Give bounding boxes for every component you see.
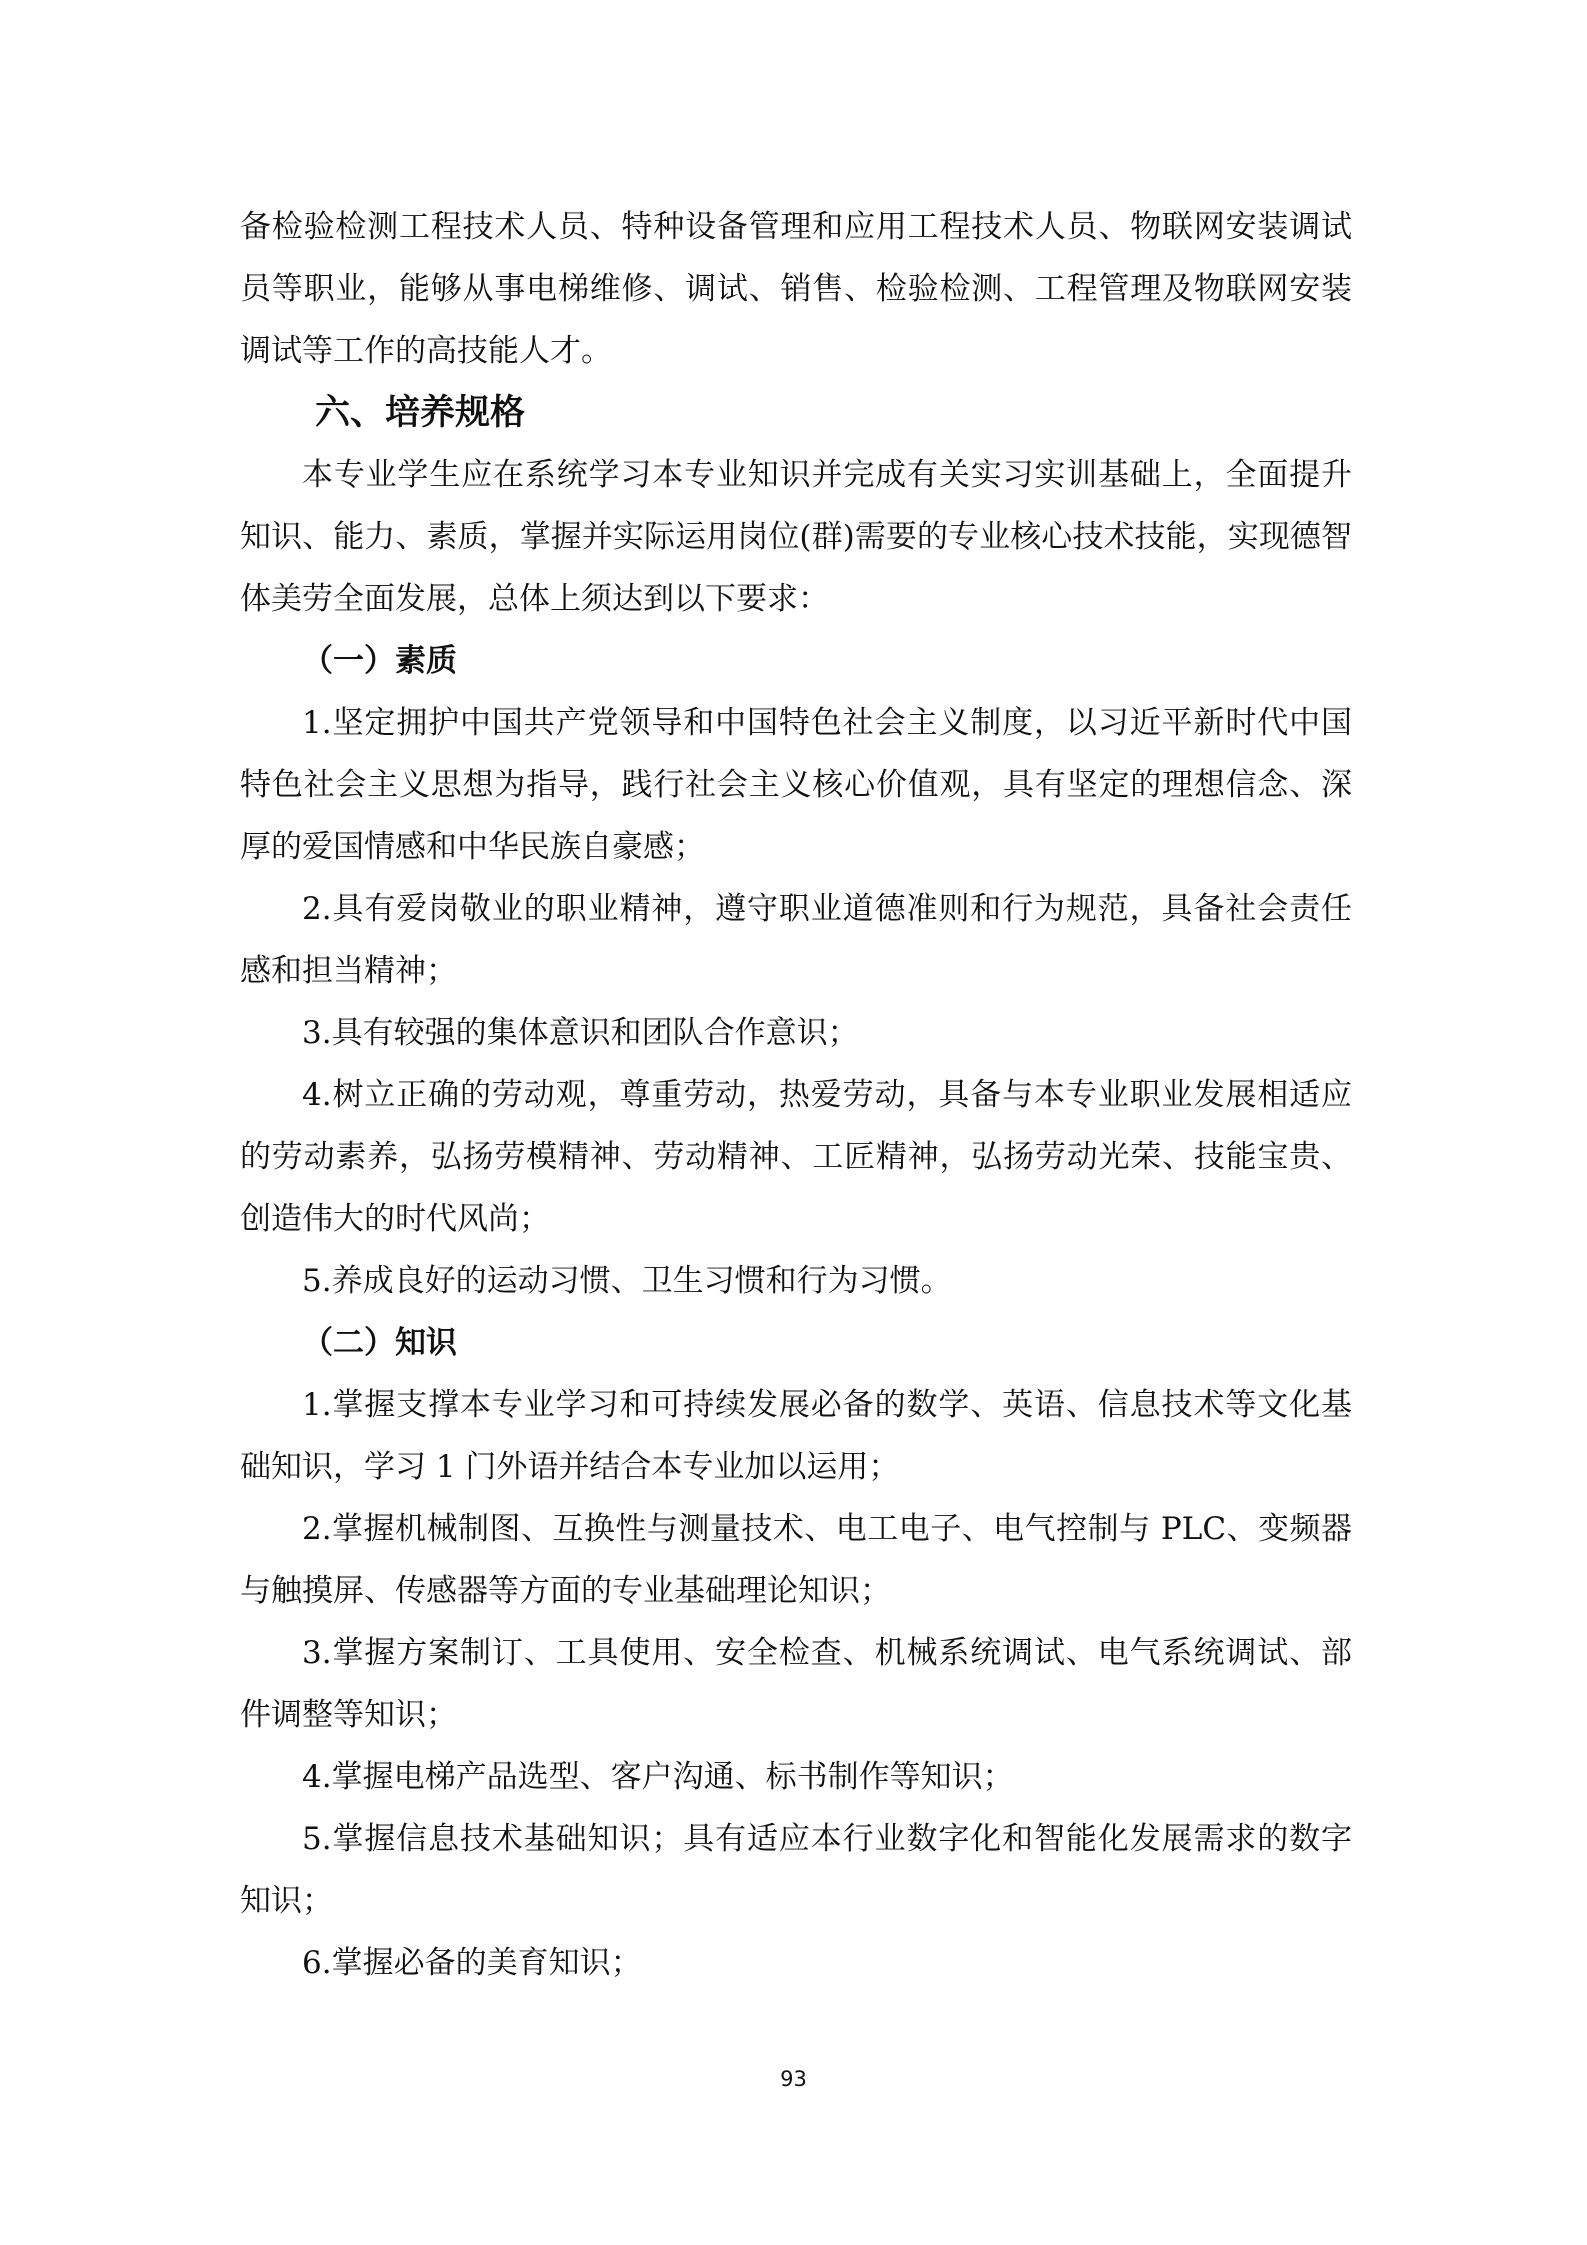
- knowledge-item: 1.掌握支撑本专业学习和可持续发展必备的数学、英语、信息技术等文化基础知识，学习 1 门外语并结合本专业加以运用；: [240, 1387, 1352, 1485]
- knowledge-heading: （二）知识: [302, 1325, 457, 1361]
- knowledge-item: 6.掌握必备的美育知识；: [302, 1945, 642, 1981]
- page-number: 93: [780, 2067, 807, 2091]
- quality-item: 4.树立正确的劳动观，尊重劳动，热爱劳动，具备与本专业职业发展相适应的劳动素养，弘扬劳模精神、劳动精神、工匠精神，弘扬劳动光荣、技能宝贵、创造伟大的时代风尚；: [240, 1077, 1352, 1237]
- quality-item: 5.养成良好的运动习惯、卫生习惯和行为习惯。: [302, 1263, 952, 1299]
- knowledge-item: 3.掌握方案制订、工具使用、安全检查、机械系统调试、电气系统调试、部件调整等知识；: [240, 1635, 1352, 1733]
- quality-item: 2.具有爱岗敬业的职业精神，遵守职业道德准则和行为规范，具备社会责任感和担当精神；: [240, 891, 1352, 989]
- document-page: [240, 196, 1352, 1994]
- knowledge-item: 4.掌握电梯产品选型、客户沟通、标书制作等知识；: [302, 1759, 1014, 1795]
- knowledge-item: 5.掌握信息技术基础知识；具有适应本行业数字化和智能化发展需求的数字知识；: [240, 1821, 1352, 1919]
- knowledge-item: 2.掌握机械制图、互换性与测量技术、电工电子、电气控制与 PLC、变频器与触摸屏、传感器等方面的专业基础理论知识；: [240, 1511, 1352, 1609]
- intro-paragraph: 备检验检测工程技术人员、特种设备管理和应用工程技术人员、物联网安装调试员等职业，能够从事电梯维修、调试、销售、检验检测、工程管理及物联网安装调试等工作的高技能人才。: [240, 209, 1352, 369]
- quality-item: 3.具有较强的集体意识和团队合作意识；: [302, 1015, 859, 1051]
- section-title: 六、培养规格: [315, 393, 526, 433]
- quality-heading: （一）素质: [302, 643, 457, 679]
- section-intro-paragraph: 本专业学生应在系统学习本专业知识并完成有关实习实训基础上，全面提升知识、能力、素质，掌握并实际运用岗位(群)需要的专业核心技术技能，实现德智体美劳全面发展，总体上须达到以下要求：: [240, 457, 1352, 617]
- quality-item: 1.坚定拥护中国共产党领导和中国特色社会主义制度，以习近平新时代中国特色社会主义思想为指导，践行社会主义核心价值观，具有坚定的理想信念、深厚的爱国情感和中华民族自豪感；: [240, 705, 1352, 865]
